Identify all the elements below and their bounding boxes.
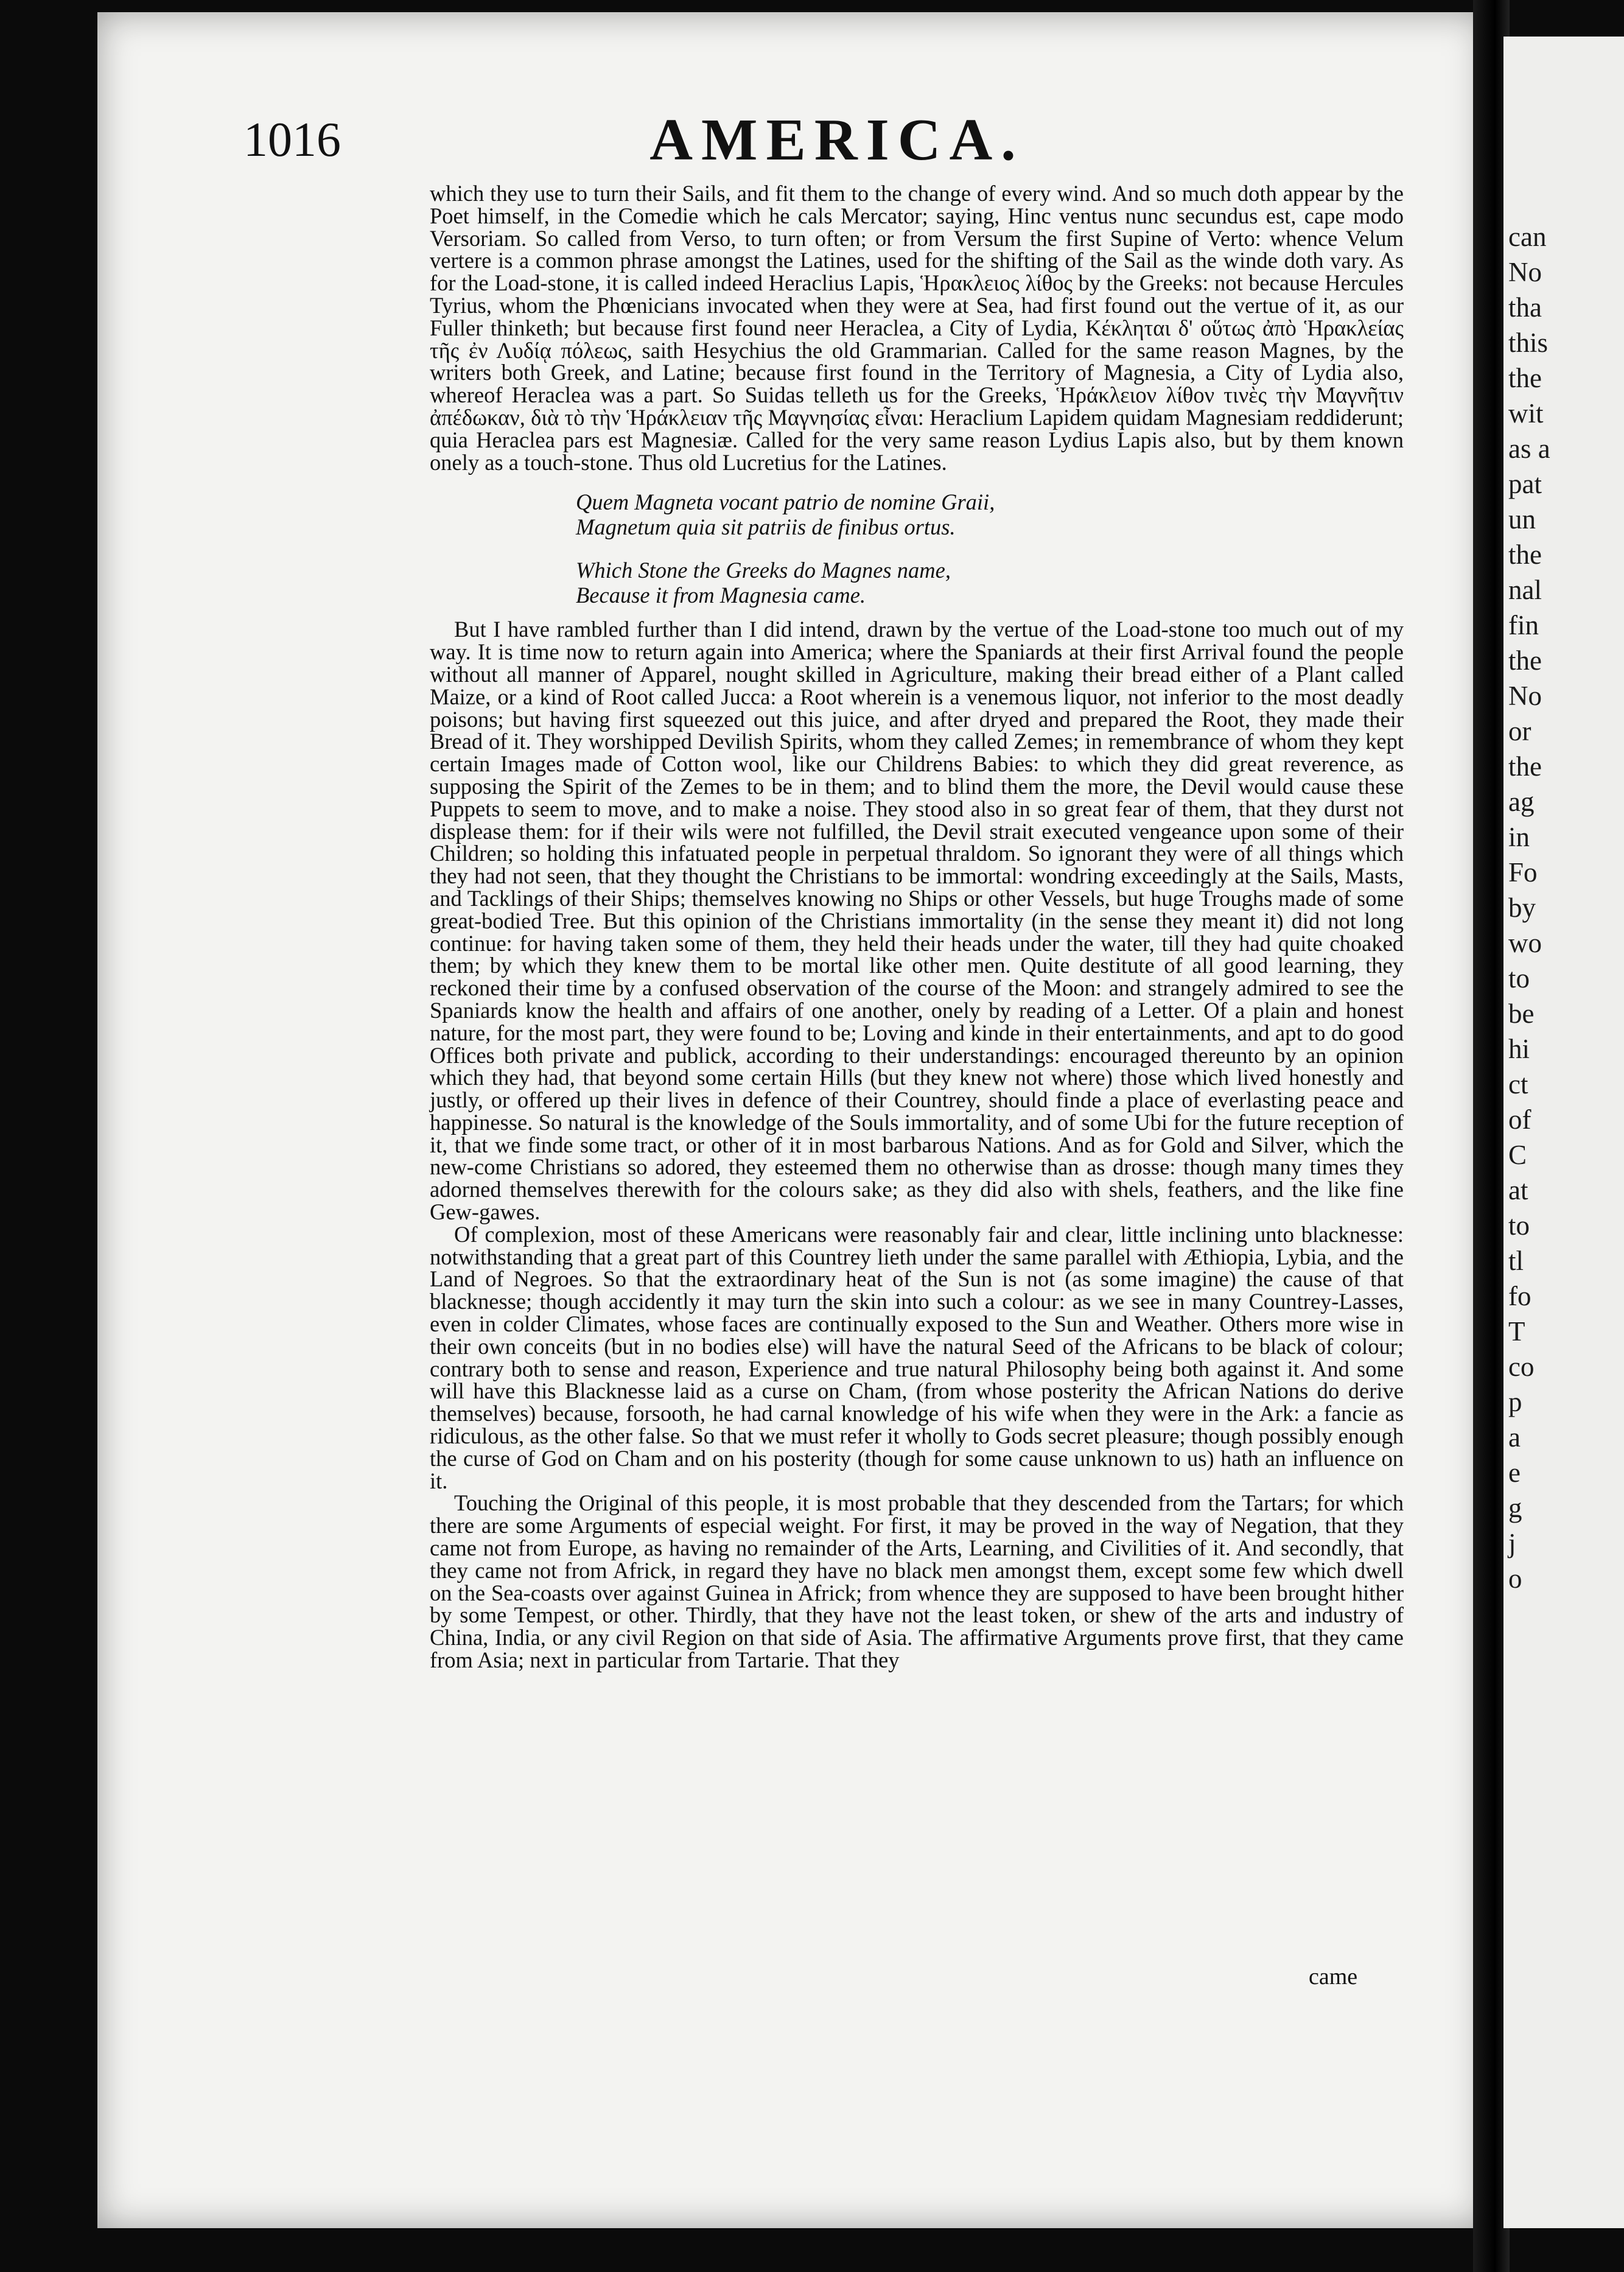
facing-page-fragment: tl [1508,1246,1524,1276]
facing-page-fragment: p [1508,1387,1522,1417]
facing-page-fragment: ag [1508,787,1535,817]
facing-page-fragment: hi [1508,1034,1530,1064]
facing-page-fragment: co [1508,1352,1535,1382]
paragraph-complexion: Of complexion, most of these Americans were reasonably fair and clear, little inclining unto blacknesse: notwithstanding that a great part of this Countrey lieth under the same parallel with Æthiopia, Lybia, and the Land of Negroes. So that the extraordinary heat of the Sun is not (as some imagine) the cause of that blacknesse; though accidently it may turn the skin into such a colour: as we see in many Countrey-Lasses, even in colder Climates, whose faces are continually exposed to the Sun and Weather. Others more wise in their own conceits (but in no bodies else) will have the natural Seed of the Africans to be black of colour; contrary both to sense and reason, Experience and true natural Philosophy being both against it. And some will have this Blacknesse laid as a curse on Cham, (from whose posterity the African Nations do derive themselves) because, forsooth, he had carnal knowledge of his wife when they were in the Ark: a fancie as ridiculous, as the other false. So that we must refer it wholly to Gods secret pleasure; though possibly enough the curse of God on Cham and on his posterity (though for some cause unknown to us) hath an influence on it. [430,1221,1404,1493]
paragraph-natives: But I have rambled further than I did intend, drawn by the vertue of the Load-stone too much out of my way. It is time now to return again into America; where the Spaniards at their first Arrival found the people without all manner of Apparel, nought skilled in Agriculture, making their bread either of a Plant called Maize, or a kind of Root called Jucca: a Root wherein is a venemous liquor, not inferior to the most deadly poisons; but having first squeezed out this juice, and after dryed and prepared the Root, they made their Bread of it. They worshipped Devilish Spirits, whom they called Zemes; in remembrance of whom they kept certain Images made of Cotton wool, like our Childrens Babies: to which they did great reverence, as supposing the Spirit of the Zemes to be in them; and to blind them the more, the Devil would cause these Puppets to seem to move, and to make a noise. They stood also in so great fear of them, that they durst not displease them: for if their wils were not fulfilled, the Devil strait executed vengeance upon some of their Children; so holding this infatuated people in perpetual thraldom. So ignorant they were of all things which they had not seen, that they thought the Christians to be immortal: wondring exceedingly at the Sails, Masts, and Tacklings of their Ships; themselves knowing no Ships or other Vessels, but huge Troughs made of some great-bodied Tree. But this opinion of the Christians immortality (in the sense they meant it) did not long continue: for having taken some of them, they held their heads under the water, till they had quite choaked them; by which they knew them to be mortal like other men. Quite destitute of all good learning, they reckoned their time by a confused observation of the course of the Moon: and strangely admired to see the Spaniards know the health and affairs of one another, onely by reading of a Letter. Of a plain and honest nature, for the most part, they were found to be; Loving and kinde in their entertainments, and apt to do good Offices both private and publick, according to their understandings: encouraged thereunto by an opinion which they had, that beyond some certain Hills (but they knew not where) those which lived honestly and justly, or offered up their lives in defence of their Countrey, should finde a place of everlasting peace and happinesse. So natural is the knowledge of the Souls immortality, and of some Ubi for the future reception of it, that we finde some tract, or other of it in most barbarous Nations. And as for Gold and Silver, which the new-come Christians so adored, they esteemed them no otherwise than as drosse: though many times they adorned themselves therewith for the colours sake; as they did also with shels, feathers, and the like fine Gew-gawes. [430,617,1404,1225]
page-header [243,107,1430,180]
facing-page-fragment: nal [1508,575,1542,605]
facing-page-fragment: at [1508,1175,1528,1205]
facing-page-fragment: g [1508,1493,1522,1523]
facing-page-fragment: o [1508,1563,1522,1594]
facing-page-fragment: No [1508,257,1542,287]
facing-page-fragment: the [1508,645,1542,676]
facing-page-fragment: e [1508,1457,1521,1488]
facing-page-fragment: C [1508,1140,1527,1170]
body-text [430,183,1404,1672]
facing-page-fragment: un [1508,504,1536,535]
paragraph-loadstone: which they use to turn their Sails, and fit them to the change of every wind. And so much doth appear by the Poet himself, in the Comedie which he cals Mercator; saying, Hinc ventus nunc secundus est, cape modo Versoriam. So called from Verso, to turn often; or from Versum the first Supine of Verto: whence Velum vertere is a common phrase amongst the Latines, used for the shifting of the Sail as the winde doth vary. As for the Load-stone, it is called indeed Heraclius Lapis, Ἡρακλειος λίθος by the Greeks: not because Hercules Tyrius, whom the Phœnicians invocated when they were at Sea, had first found out the vertue of it, as our Fuller thinketh; but because first found neer Heraclea, a City of Lydia, Κέκληται δ' οὕτως ἀπὸ Ἡρακλείας τῆς ἐν Λυδίᾳ πόλεως, saith Hesychius the old Grammarian. Called for the same reason Magnes, by the writers both Greek, and Latine; because first found in the Territory of Magnesia, a City of Lydia also, whereof Heraclea was a part. So Suidas telleth us for the Greeks, Ἡράκλειον λίθον τινὲς τὴν Μαγνῆτιν ἀπέδωκαν, διὰ τὸ τὴν Ἡράκλειαν τῆς Μαγνησίας εἶναι: Heraclium Lapidem quidam Magnesiam reddiderunt; quia Heraclea pars est Magnesiæ. Called for the very same reason Lydius Lapis also, but by them known onely as a touch-stone. Thus old Lucretius for the Latines. [430,181,1404,475]
facing-page-fragment: tha [1508,292,1542,323]
facing-page-fragment: can [1508,222,1547,252]
facing-page-fragment: T [1508,1316,1525,1347]
facing-page-fragment: to [1508,963,1530,994]
facing-page-fragment: as a [1508,433,1550,464]
paragraph-origin: Touching the Original of this people, it is most probable that they descended from the Tartars; for which there are some Arguments of especial weight. For first, it may be proved in the way of Negation, that they came not from Europe, as having no remainder of the Arts, Learning, and Civilities of it. And secondly, that they came not from Africk, in regard they have no black men amongst them, except some few which dwell on the Sea-coasts over against Guinea in Africk; from whence they are supposed to have been brought hither by some Tempest, or other. Thirdly, that they have not the least token, or shew of the arts and industry of China, India, or any civil Region on that side of Asia. The affirmative Arguments prove first, that they came from Asia; next in particular from Tartarie. That they [430,1490,1404,1673]
facing-page-fragment: in [1508,822,1530,852]
facing-page-fragment: of [1508,1104,1531,1135]
verse-line: Quem Magneta vocant patrio de nomine Graii, [576,489,995,515]
facing-page-text [1508,219,1624,1596]
verse-line: Which Stone the Greeks do Magnes name, [576,558,951,583]
facing-page-fragment: by [1508,892,1536,923]
running-title: AMERICA. [649,107,1024,173]
facing-page-fragment: j [1508,1528,1516,1558]
verse-line: Magnetum quia sit patriis de finibus ortus. [576,514,956,540]
facing-page-fragment: a [1508,1422,1521,1453]
facing-page-fragment: ct [1508,1069,1528,1099]
facing-page-fragment: the [1508,751,1542,782]
facing-page-fragment: wit [1508,398,1544,429]
facing-page-fragment: or [1508,716,1531,746]
facing-page-fragment: the [1508,539,1542,570]
facing-page-fragment: wo [1508,928,1542,958]
verse-line: Because it from Magnesia came. [576,583,866,608]
facing-page [1503,37,1624,2228]
catchword: came [1309,1964,1358,1990]
verse-quotation [576,489,1404,608]
facing-page-fragment: to [1508,1210,1530,1241]
facing-page-fragment: fo [1508,1281,1531,1311]
facing-page-fragment: the [1508,363,1542,393]
facing-page-fragment: be [1508,998,1535,1029]
facing-page-fragment: No [1508,681,1542,711]
facing-page-fragment: fin [1508,610,1539,640]
page-number: 1016 [243,113,341,167]
facing-page-fragment: Fo [1508,857,1538,888]
facing-page-fragment: pat [1508,469,1542,499]
facing-page-fragment: this [1508,328,1549,358]
